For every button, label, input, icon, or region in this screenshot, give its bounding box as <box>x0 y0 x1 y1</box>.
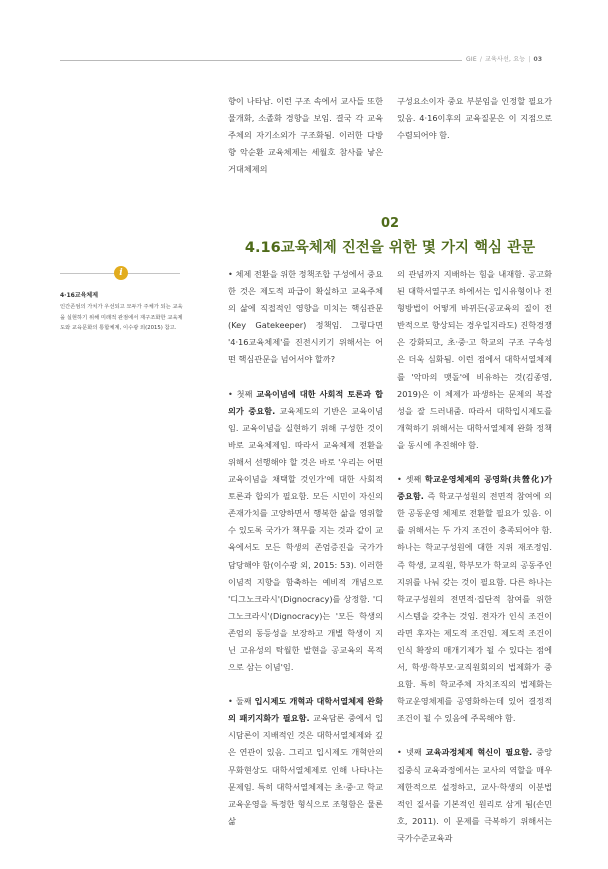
publication-name: GIE <box>466 56 477 63</box>
point-first-paragraph <box>228 386 383 677</box>
paragraph: 향이 나타남. 이런 구조 속에서 교사들 또한 물개화, 소졸화 경향을 보임. 결국 각 교육주체의 자기소외가 구조화됨. 이러한 다방향 악순환 교육체제는 세월호 참사를 낳은 거대체제의 <box>228 96 383 175</box>
continued-paragraph: 의 관념까지 지배하는 힘을 내재함. 공고화된 대학서열구조 하에서는 입시유형이나 전형방법이 어떻게 바뀌든(공교육의 질이 전반적으로 향상되는 경우일지라도) 진학경쟁은 강화되고, 초·중·고 학교의 구조 구속성은 더욱 심화됨. 이런 점에서 대학서열체제를 '악마의 맷돌'에 비유하는 것(김종영, 2019)은 이 체제가 파생하는 문제의 복잡성을 잘 드러내줌. 따라서 대학입시제도를 개혁하기 위해서는 대학서열체제 완화 정책을 동시에 추진해야 함. <box>397 269 552 450</box>
running-head <box>466 54 542 63</box>
running-head-separator: / <box>479 56 483 63</box>
top-right-column <box>397 93 552 144</box>
point-second-heading: 입시제도 개혁과 대학서열체제 완화의 패키지화가 필요함. <box>228 696 383 724</box>
bullet-lead: • 첫째 <box>228 388 257 399</box>
point-third-paragraph <box>397 471 552 727</box>
point-second-paragraph <box>228 693 383 830</box>
point-fourth-paragraph <box>397 744 552 847</box>
section-number: 02 <box>380 216 400 231</box>
header-rule <box>60 60 462 61</box>
intro-paragraph: • 체제 전환을 위한 정책조합 구성에서 중요한 것은 제도적 파급이 확실하고 교육주체의 삶에 직접적인 영향을 미치는 핵심관문(Key Gatekeeper) 정책임. 그렇다면 '4·16교육체제'를 진전시키기 위해서는 어떤 핵심관문을 넘어서야 할까? <box>228 269 383 365</box>
bullet-lead: • 넷째 <box>397 747 426 758</box>
bullet-lead: • 셋째 <box>397 474 425 485</box>
point-first-text: 교육제도의 기반은 교육이념임. 교육이념을 실현하기 위해 구성한 것이 바로 교육체제임. 따라서 교육체제 전환을 위해서 선행해야 할 것은 바로 '우리는 어떤 교육이념을 채택할 것인가'에 대한 사회적 토론과 합의가 필요함. 모든 시민이 자신의 존재가치를 고양하면서 행복한 삶을 영위할 수 있도록 국가가 책무를 지는 것과 같이 교육에서도 모든 학생의 존엄증진을 국가가 담당해야 함(이수광 외, 2015: 53). 이러한 이념적 지향을 함축하는 예비적 개념으로 '디그노크라시'(Dignocracy)를 상정함. '디그노크라시'(Dignocracy)는 '모든 학생의 존엄의 동등성을 보장하고 개별 학생이 지닌 고유성의 탁월한 발현을 공교육의 목적으로 삼는 이념'임. <box>228 405 383 673</box>
paragraph: 구성요소이자 중요 부분임을 인정할 필요가 있음. 4·16이후의 교육질문은 이 지점으로 수렴되어야 함. <box>397 96 552 141</box>
sidebar-note-body: 인간존엄의 가치가 우선되고 모두가 주체가 되는 교육을 실현하기 위해 미래적 관점에서 재구조화한 교육제도와 교육문화의 통합체계, 이수광 외(2015) 참고. <box>60 304 183 331</box>
running-head-separator: | <box>528 56 531 63</box>
page-number: 03 <box>533 56 543 63</box>
bullet-lead: • 둘째 <box>228 696 255 707</box>
point-fourth-heading: 교육과정체제 혁신이 필요함. <box>425 747 533 758</box>
body-right-column <box>397 266 552 847</box>
info-icon: i <box>114 266 128 280</box>
section-name: 교육사선, 요능 <box>485 56 526 63</box>
sidebar-note-title: 4·16교육체제 <box>60 292 98 299</box>
top-left-column <box>228 93 383 178</box>
point-first-heading: 교육이념에 대한 사회적 토론과 합의가 중요함. <box>228 388 383 416</box>
body-left-column <box>228 266 383 830</box>
point-third-heading: 학교운영체제의 공영화(共營化)가 중요함. <box>397 474 552 502</box>
point-third-text: 즉 학교구성원의 전면적 참여에 의한 공동운영 체제로 전환할 필요가 있음. 이를 위해서는 두 가지 조건이 충족되어야 함. 하나는 학교구성원에 대한 지위 재조정임. 즉 학생, 교직원, 학부모가 학교의 공동주인 지위를 나눠 갖는 것이 필요함. 다른 하나는 학교구성원의 전면적·집단적 참여를 위한 시스템을 갖추는 것임. 전자가 인식 조건이라면 후자는 제도적 조건임. 제도적 조건이 인식 확장의 매개기제가 될 수 있다는 점에서, 학생·학부모·교직원회의의 법제화가 중요함. 특히 학교주체 자치조직의 법제화는 학교운영체제를 공영화하는데 있어 결정적 조건이 될 수 있음에 주목해야 함. <box>397 491 552 724</box>
section-title: 4.16교육체제 진전을 위한 몇 가지 핵심 관문 <box>244 240 536 256</box>
point-second-text: 교육담론 중에서 입시담론이 지배적인 것은 대학서열체제와 깊은 연관이 있음. 그리고 입시제도 개혁안의 무화현상도 대학서열체제로 인해 나타나는 문제임. 특히 대학서열체제는 초·중·고 학교 교육운영을 특정한 형식으로 조형함은 물론 삶 <box>228 713 383 826</box>
point-fourth-text: 중앙집중식 교육과정에서는 교사의 역할을 매우 제한적으로 설정하고, 교사·학생의 이분법적인 질서를 기본적인 원리로 삼게 됨(손민호, 2011). 이 문제를 극복하기 위해서는 국가수준교육과 <box>397 747 552 843</box>
